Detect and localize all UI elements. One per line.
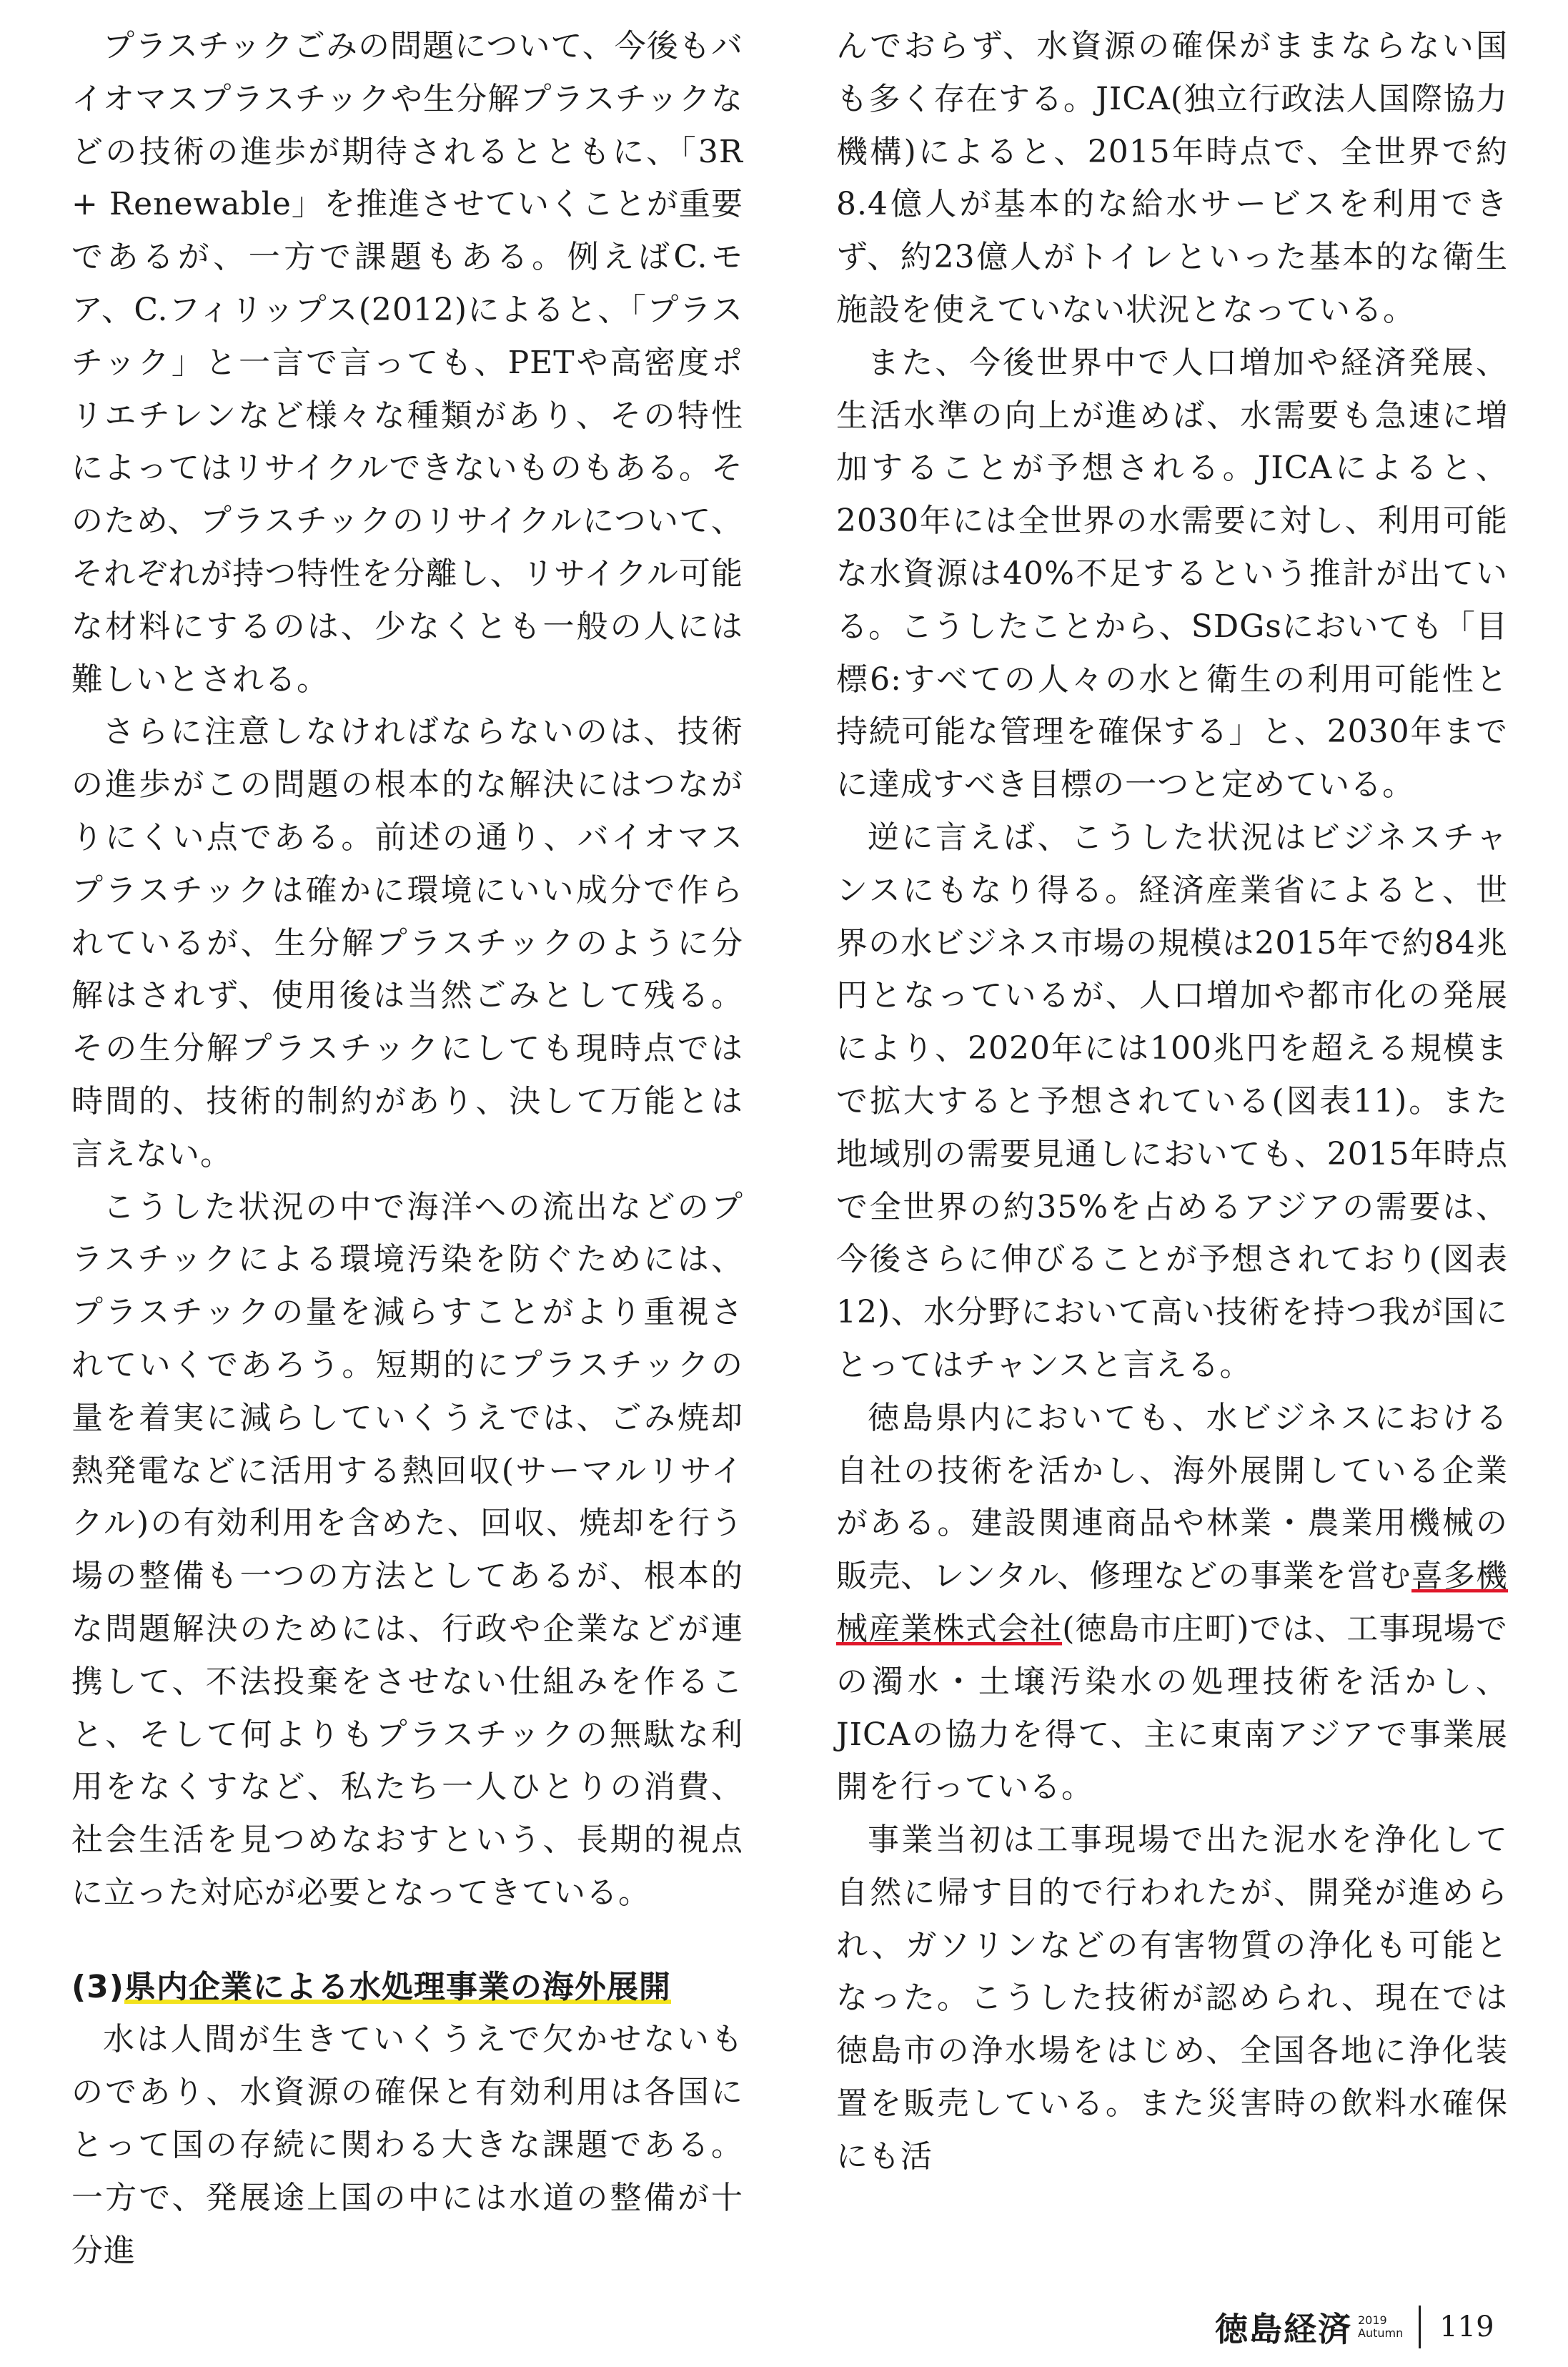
section-number: (3): [71, 1968, 124, 2005]
paragraph-water-importance: 水は人間が生きていくうえで欠かせないものであり、水資源の確保と有効利用は各国にとって国の存続に関わる大きな課題である。一方で、発展途上国の中には水道の整備が十分進: [71, 2021, 743, 2269]
paragraph-technology-limits: さらに注意しなければならないのは、技術の進歩がこの問題の根本的な解決にはつながりにくい点である。前述の通り、バイオマスプラスチックは確かに環境にいい成分で作られているが、生分解プラスチックのように分解はされず、使用後は当然ごみとして残る。その生分解プラスチックにしても現時点では時間的、技術的制約があり、決して万能とは言えない。: [71, 713, 743, 1172]
paragraph-local-company: [836, 1392, 1508, 1814]
section-title-highlighted: 県内企業による水処理事業の海外展開: [124, 1968, 671, 2005]
issue-season: Autumn: [1358, 2326, 1404, 2340]
right-column: [836, 20, 1508, 2183]
company-name-underlined: 喜多機械産業株式会社: [836, 1558, 1508, 1647]
magazine-name: 徳島経済: [1215, 2310, 1352, 2348]
section-heading: [71, 1961, 743, 2014]
footer-divider: [1419, 2306, 1421, 2348]
paragraph-reduce-plastic: こうした状況の中で海洋への流出などのプラスチックによる環境汚染を防ぐためには、プラスチックの量を減らすことがより重視されていくであろう。短期的にプラスチックの量を着実に減らしていくうえでは、ごみ焼却熱発電などに活用する熱回収(サーマルリサイクル)の有効利用を含めた、回収、焼却を行う場の整備も一つの方法としてあるが、根本的な問題解決のためには、行政や企業などが連携して、不法投棄をさせない仕組みを作ること、そして何よりもプラスチックの無駄な利用をなくすなど、私たち一人ひとりの消費、社会生活を見つめなおすという、長期的視点に立った対応が必要となってきている。: [71, 1188, 743, 1911]
magazine-issue: [1358, 2314, 1403, 2340]
paragraph-plastic-issues: プラスチックごみの問題について、今後もバイオマスプラスチックや生分解プラスチックなどの技術の進歩が期待されるとともに、「3R + Renewable」を推進させていくことが重要であるが、一方で課題もある。例えばC.モア、C.フィリップス(2012)によると、「プラスチック」と一言で言っても、PETや高密度ポリエチレンなど様々な種類があり、その特性によってはリサイクルできないものもある。そのため、プラスチックのリサイクルについて、それぞれが持つ特性を分離し、リサイクル可能な材料にするのは、少なくとも一般の人には難しいとされる。: [71, 28, 743, 698]
page-footer: [1215, 2302, 1494, 2352]
left-column: [71, 20, 743, 2277]
company-detail-text: (徳島市庄町)では、工事現場での濁水・土壌汚染水の処理技術を活かし、JICAの協力を得て、主に東南アジアで事業展開を行っている。: [836, 1610, 1508, 1806]
paragraph-purification-tech: 事業当初は工事現場で出た泥水を浄化して自然に帰す目的で行われたが、開発が進められ、ガソリンなどの有害物質の浄化も可能となった。こうした技術が認められ、現在では徳島市の浄水場をはじめ、全国各地に浄化装置を販売している。また災害時の飲料水確保にも活: [836, 1822, 1508, 2175]
company-intro-text: 徳島県内においても、水ビジネスにおける自社の技術を活かし、海外展開している企業がある。建設関連商品や林業・農業用機械の販売、レンタル、修理などの事業を営む: [836, 1399, 1508, 1595]
paragraph-water-business: 逆に言えば、こうした状況はビジネスチャンスにもなり得る。経済産業省によると、世界の水ビジネス市場の規模は2015年で約84兆円となっているが、人口増加や都市化の発展により、2020年には100兆円を超える規模まで拡大すると予想されている(図表11)。また地域別の需要見通しにおいても、2015年時点で全世界の約35%を占めるアジアの需要は、今後さらに伸びることが予想されており(図表12)、水分野において高い技術を持つ我が国にとってはチャンスと言える。: [836, 819, 1508, 1383]
page-number: 119: [1439, 2311, 1494, 2343]
issue-year: 2019: [1358, 2313, 1387, 2327]
paragraph-water-access: んでおらず、水資源の確保がままならない国も多く存在する。JICA(独立行政法人国際協力機構)によると、2015年時点で、全世界で約8.4億人が基本的な給水サービスを利用できず、約23億人がトイレといった基本的な衛生施設を使えていない状況となっている。: [836, 28, 1508, 328]
paragraph-water-demand: また、今後世界中で人口増加や経済発展、生活水準の向上が進めば、水需要も急速に増加することが予想される。JICAによると、2030年には全世界の水需要に対し、利用可能な水資源は40%不足するという推計が出ている。こうしたことから、SDGsにおいても「目標6:すべての人々の水と衛生の利用可能性と持続可能な管理を確保する」と、2030年までに達成すべき目標の一つと定めている。: [836, 344, 1508, 804]
